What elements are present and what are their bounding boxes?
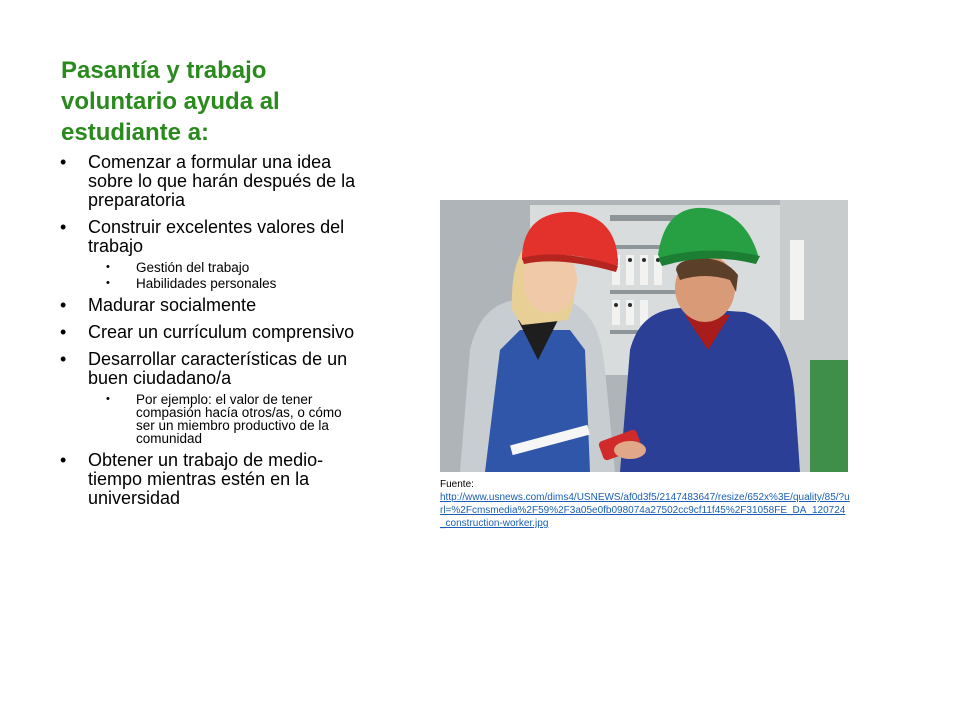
construction-workers-photo <box>440 200 848 472</box>
bullet-item: • Desarrollar características de un buen ciudadano/a <box>60 350 360 388</box>
bullet-list <box>60 153 360 516</box>
bullet-item: • Obtener un trabajo de medio-tiempo mientras estén en la universidad <box>60 451 360 508</box>
bullet-item: • Madurar socialmente <box>60 296 360 315</box>
sub-bullet-item: • Por ejemplo: el valor de tener compasión hacía otros/as, o cómo ser un miembro productivo de la comunidad <box>60 393 360 445</box>
source-link[interactable]: http://www.usnews.com/dims4/USNEWS/af0d3f5/2147483647/resize/652x%3E/quality/85/?url=%2Fcmsmedia%2F59%2F3a05e0fb098074a27502cc9cf11f45%2F31058FE_DA_120724_construction-worker.jpg <box>440 492 850 529</box>
bullet-item: • Construir excelentes valores del trabajo <box>60 218 360 256</box>
source-caption <box>440 478 850 530</box>
bullet-item: • Crear un currículum comprensivo <box>60 323 360 342</box>
source-label: Fuente: <box>440 479 474 490</box>
slide-title: Pasantía y trabajo voluntario ayuda al estudiante a: <box>61 57 280 146</box>
bullet-item: • Comenzar a formular una idea sobre lo que harán después de la preparatoria <box>60 153 360 210</box>
sub-bullet-item: • Habilidades personales <box>60 277 360 290</box>
sub-bullet-item: • Gestión del trabajo <box>60 261 360 274</box>
